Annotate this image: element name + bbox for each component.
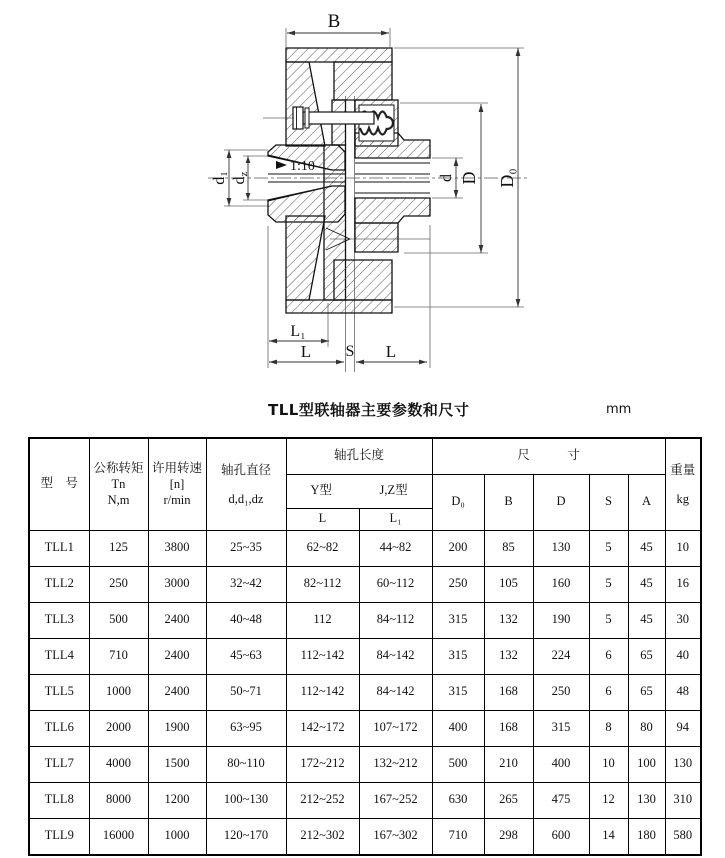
- coupling-section: [268, 48, 430, 313]
- value-cell: 180: [628, 818, 665, 855]
- value-cell: 94: [665, 710, 701, 746]
- dim-label-l1: L₁: [290, 323, 306, 340]
- value-cell: 142~172: [286, 710, 359, 746]
- header-s: S: [589, 474, 628, 530]
- table-row: [29, 746, 701, 782]
- dim-label-d: d: [438, 174, 455, 182]
- value-cell: 600: [533, 818, 589, 855]
- value-cell: 167~252: [359, 782, 432, 818]
- value-cell: 167~302: [359, 818, 432, 855]
- model-cell: TLL9: [29, 818, 89, 855]
- value-cell: 250: [89, 566, 148, 602]
- dim-label-D: D: [459, 171, 479, 185]
- taper-label: 1:10: [290, 159, 315, 174]
- header-bore-symbols: d,d₁,dz: [228, 491, 264, 506]
- value-cell: 105: [484, 566, 533, 602]
- value-cell: 172~212: [286, 746, 359, 782]
- value-cell: 630: [432, 782, 484, 818]
- value-cell: 2000: [89, 710, 148, 746]
- value-cell: 500: [89, 602, 148, 638]
- header-weight-unit: kg: [676, 492, 690, 507]
- table-row: [29, 602, 701, 638]
- value-cell: 84~112: [359, 602, 432, 638]
- right-hub-extension: [355, 223, 398, 252]
- table-row: [29, 674, 701, 710]
- value-cell: 400: [533, 746, 589, 782]
- spec-table: [28, 437, 702, 856]
- value-cell: 65: [628, 638, 665, 674]
- header-torque-unit: N,m: [107, 493, 130, 508]
- table-row: [29, 818, 701, 855]
- value-cell: 210: [484, 746, 533, 782]
- value-cell: 14: [589, 818, 628, 855]
- value-cell: 265: [484, 782, 533, 818]
- header-speed-unit: r/min: [163, 493, 191, 508]
- dim-label-l-left: L: [300, 342, 312, 361]
- value-cell: 6: [589, 638, 628, 674]
- value-cell: 475: [533, 782, 589, 818]
- value-cell: 80: [628, 710, 665, 746]
- lower-right-block: [334, 260, 392, 300]
- header-torque: [89, 438, 148, 530]
- header-torque-symbol: Tn: [111, 477, 126, 492]
- model-cell: TLL7: [29, 746, 89, 782]
- value-cell: 16: [665, 566, 701, 602]
- value-cell: 44~82: [359, 530, 432, 566]
- value-cell: 132: [484, 602, 533, 638]
- value-cell: 190: [533, 602, 589, 638]
- value-cell: 400: [432, 710, 484, 746]
- value-cell: 112: [286, 602, 359, 638]
- value-cell: 32~42: [206, 566, 286, 602]
- value-cell: 315: [432, 602, 484, 638]
- value-cell: 63~95: [206, 710, 286, 746]
- value-cell: 112~142: [286, 638, 359, 674]
- dim-label-d1: d₁: [211, 171, 228, 185]
- value-cell: 250: [533, 674, 589, 710]
- value-cell: 130: [665, 746, 701, 782]
- bolt-head: [293, 107, 303, 129]
- value-cell: 82~112: [286, 566, 359, 602]
- value-cell: 200: [432, 530, 484, 566]
- value-cell: 16000: [89, 818, 148, 855]
- value-cell: 8: [589, 710, 628, 746]
- model-cell: TLL2: [29, 566, 89, 602]
- header-bore-diameter: [206, 438, 286, 530]
- page-title: TLL型联轴器主要参数和尺寸: [268, 401, 470, 419]
- washer: [305, 108, 309, 128]
- table-row: [29, 638, 701, 674]
- dim-label-b: B: [327, 11, 341, 32]
- value-cell: 212~252: [286, 782, 359, 818]
- value-cell: 6: [589, 674, 628, 710]
- value-cell: 710: [432, 818, 484, 855]
- value-cell: 1900: [148, 710, 206, 746]
- value-cell: 1500: [148, 746, 206, 782]
- value-cell: 65: [628, 674, 665, 710]
- value-cell: 10: [589, 746, 628, 782]
- value-cell: 2400: [148, 638, 206, 674]
- value-cell: 4000: [89, 746, 148, 782]
- model-cell: TLL4: [29, 638, 89, 674]
- header-weight-cn: 重量: [670, 463, 696, 478]
- header-weight: [665, 438, 701, 530]
- header-col-l: L: [286, 508, 359, 530]
- value-cell: 3800: [148, 530, 206, 566]
- value-cell: 168: [484, 674, 533, 710]
- header-d: D: [533, 474, 589, 530]
- header-speed-symbol: [n]: [169, 477, 185, 492]
- value-cell: 1200: [148, 782, 206, 818]
- model-cell: TLL8: [29, 782, 89, 818]
- header-type-row: [286, 474, 432, 508]
- header-hole-length: 轴孔长度: [286, 438, 432, 474]
- dim-label-d0: D₀: [497, 168, 517, 188]
- technical-drawing: [0, 0, 725, 392]
- value-cell: 3000: [148, 566, 206, 602]
- value-cell: 160: [533, 566, 589, 602]
- header-jz-type: J,Z型: [379, 483, 408, 498]
- value-cell: 132: [484, 638, 533, 674]
- value-cell: 45~63: [206, 638, 286, 674]
- value-cell: 310: [665, 782, 701, 818]
- header-dimensions: 尺 寸: [432, 438, 665, 474]
- value-cell: 40~48: [206, 602, 286, 638]
- header-torque-cn: 公称转矩: [93, 461, 144, 476]
- value-cell: 62~82: [286, 530, 359, 566]
- model-cell: TLL1: [29, 530, 89, 566]
- value-cell: 10: [665, 530, 701, 566]
- value-cell: 45: [628, 530, 665, 566]
- value-cell: 580: [665, 818, 701, 855]
- value-cell: 30: [665, 602, 701, 638]
- value-cell: 298: [484, 818, 533, 855]
- value-cell: 5: [589, 566, 628, 602]
- value-cell: 45: [628, 602, 665, 638]
- table-row: [29, 710, 701, 746]
- value-cell: 112~142: [286, 674, 359, 710]
- header-col-l1: L₁: [359, 508, 432, 530]
- table-row: [29, 530, 701, 566]
- value-cell: 48: [665, 674, 701, 710]
- value-cell: 8000: [89, 782, 148, 818]
- value-cell: 1000: [89, 674, 148, 710]
- value-cell: 125: [89, 530, 148, 566]
- value-cell: 12: [589, 782, 628, 818]
- header-model: 型 号: [29, 438, 89, 530]
- value-cell: 500: [432, 746, 484, 782]
- value-cell: 107~172: [359, 710, 432, 746]
- taper-arrow-icon: [276, 161, 287, 169]
- unit-label: mm: [606, 402, 632, 417]
- value-cell: 84~142: [359, 674, 432, 710]
- value-cell: 250: [432, 566, 484, 602]
- right-hub-lower: [355, 198, 430, 223]
- value-cell: 2400: [148, 602, 206, 638]
- upper-web: [286, 62, 325, 146]
- value-cell: 212~302: [286, 818, 359, 855]
- upper-right-block: [334, 62, 392, 100]
- value-cell: 45: [628, 566, 665, 602]
- lower-web: [286, 216, 325, 300]
- value-cell: 120~170: [206, 818, 286, 855]
- dim-label-l-right: L: [385, 342, 397, 361]
- header-bore-cn: 轴孔直径: [220, 462, 271, 477]
- value-cell: 315: [432, 674, 484, 710]
- value-cell: 168: [484, 710, 533, 746]
- header-speed-cn: 许用转速: [151, 461, 202, 476]
- value-cell: 50~71: [206, 674, 286, 710]
- value-cell: 40: [665, 638, 701, 674]
- top-cap: [286, 48, 392, 62]
- model-cell: TLL5: [29, 674, 89, 710]
- header-speed: [148, 438, 206, 530]
- value-cell: 84~142: [359, 638, 432, 674]
- value-cell: 25~35: [206, 530, 286, 566]
- value-cell: 315: [432, 638, 484, 674]
- dim-label-s: S: [345, 343, 355, 360]
- value-cell: 5: [589, 602, 628, 638]
- value-cell: 100: [628, 746, 665, 782]
- header-d0: D₀: [432, 474, 484, 530]
- value-cell: 100~130: [206, 782, 286, 818]
- model-cell: TLL3: [29, 602, 89, 638]
- value-cell: 132~212: [359, 746, 432, 782]
- value-cell: 224: [533, 638, 589, 674]
- value-cell: 80~110: [206, 746, 286, 782]
- bottom-cap: [286, 300, 392, 313]
- value-cell: 130: [628, 782, 665, 818]
- header-b: B: [484, 474, 533, 530]
- value-cell: 710: [89, 638, 148, 674]
- table-body: [29, 530, 701, 855]
- value-cell: 130: [533, 530, 589, 566]
- value-cell: 1000: [148, 818, 206, 855]
- model-cell: TLL6: [29, 710, 89, 746]
- value-cell: 85: [484, 530, 533, 566]
- value-cell: 315: [533, 710, 589, 746]
- value-cell: 5: [589, 530, 628, 566]
- header-a: A: [628, 474, 665, 530]
- value-cell: 60~112: [359, 566, 432, 602]
- table-row: [29, 566, 701, 602]
- header-y-type: Y型: [310, 483, 332, 498]
- table-row: [29, 782, 701, 818]
- dim-label-dz: dz: [231, 171, 250, 185]
- value-cell: 2400: [148, 674, 206, 710]
